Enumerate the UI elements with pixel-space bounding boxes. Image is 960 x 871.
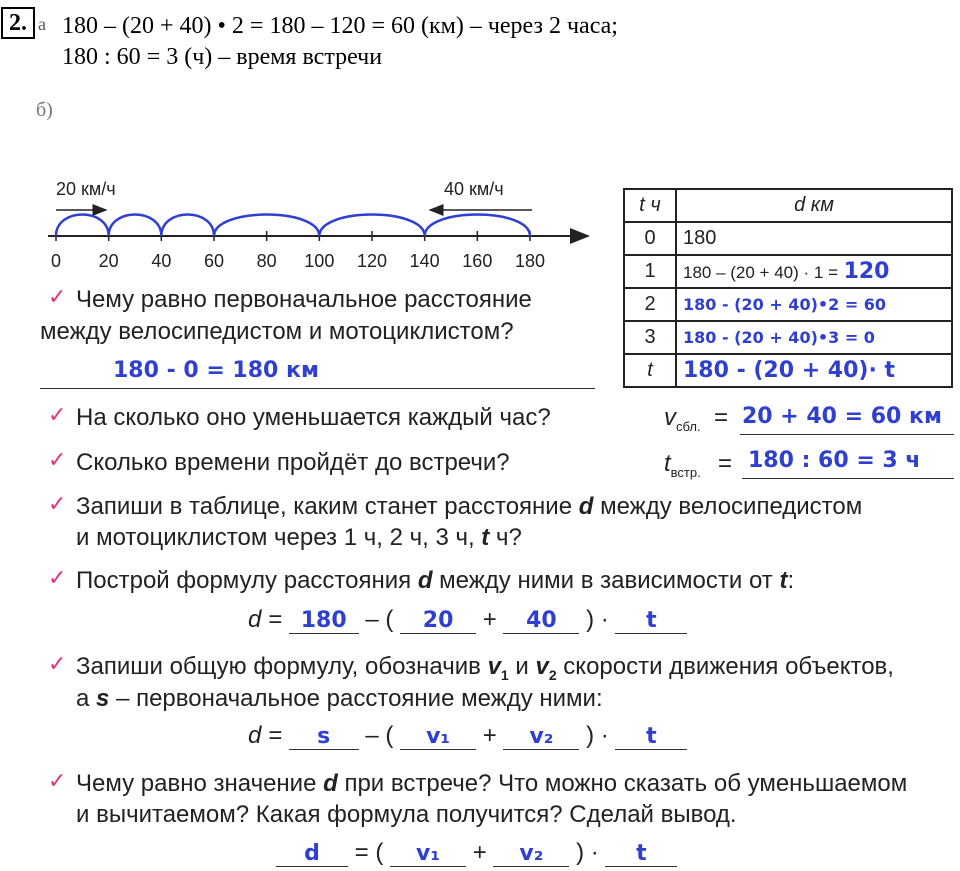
part-a-line1: 180 – (20 + 40) • 2 = 180 – 120 = 60 (км) – через 2 часа; xyxy=(62,13,618,39)
row-d-print: 180 xyxy=(683,227,717,249)
answer-1: 180 - 0 = 180 км xyxy=(113,358,319,383)
question-4-line1: Запиши в таблице, каким станет расстояние d между велосипедистом xyxy=(76,493,863,520)
part-b-label: б) xyxy=(36,99,53,121)
formula-blank-t: t xyxy=(615,608,687,634)
formula-blank-t: t xyxy=(605,841,677,867)
row-t: 0 xyxy=(624,222,676,255)
check-mark: ✓ xyxy=(48,447,67,472)
question-5: Построй формулу расстояния d между ними в зависимости от t: xyxy=(76,567,795,594)
v-label xyxy=(664,404,701,434)
table-header xyxy=(624,189,952,222)
row-d xyxy=(676,321,952,354)
table-row xyxy=(624,222,952,255)
question-6-line2: а s – первоначальное расстояние между ними: xyxy=(76,685,603,712)
formula-blank-c: 40 xyxy=(503,608,579,634)
row-d-answer: 180 - (20 + 40)· t xyxy=(683,358,895,383)
answer-2: 20 + 40 = 60 км xyxy=(742,404,942,429)
formula-blank-c: v₂ xyxy=(503,724,579,750)
axis-tick-label: 80 xyxy=(256,251,277,271)
t-subscript: встр. xyxy=(670,464,701,480)
row-d-answer: 180 - (20 + 40)•3 = 0 xyxy=(683,328,875,347)
v-subscript: сбл. xyxy=(676,418,701,434)
question-2: На сколько оно уменьшается каждый час? xyxy=(76,404,551,431)
question-6-text: – первоначальное расстояние между ними: xyxy=(116,685,603,712)
formula-blank-b: v₁ xyxy=(390,841,466,867)
answer-3: 180 : 60 = 3 ч xyxy=(748,448,921,473)
table-row xyxy=(624,288,952,321)
table-row xyxy=(624,255,952,288)
formula-2: d = s – ( v₁ + v₂ ) · t xyxy=(248,722,687,750)
distance-table xyxy=(623,188,953,388)
question-4-text: ч? xyxy=(495,524,522,551)
table-row xyxy=(624,354,952,387)
row-t: 3 xyxy=(624,321,676,354)
number-line-diagram xyxy=(40,175,600,275)
axis-tick-label: 100 xyxy=(304,251,335,271)
row-d-answer: 180 - (20 + 40)•2 = 60 xyxy=(683,295,887,314)
part-a-label: а xyxy=(38,14,46,34)
task-number: 2. xyxy=(1,7,35,39)
equals-sign: = xyxy=(718,450,733,477)
question-1-line2: между велосипедистом и мотоциклистом? xyxy=(40,318,514,345)
question-4-line2: и мотоциклистом через 1 ч, 2 ч, 3 ч, t ч? xyxy=(76,524,522,551)
equals-sign: = xyxy=(714,404,729,431)
formula-d: d xyxy=(248,722,262,749)
question-6-text: скорости движения объектов, xyxy=(563,653,894,680)
axis-tick-label: 180 xyxy=(514,251,546,271)
formula-1: d = 180 – ( 20 + 40 ) · t xyxy=(248,606,687,634)
movement-arc xyxy=(56,215,109,236)
movement-arc xyxy=(161,215,214,236)
check-mark: ✓ xyxy=(48,284,67,309)
speed-left-label: 20 км/ч xyxy=(56,179,116,199)
question-3: Сколько времени пройдёт до встречи? xyxy=(76,449,510,476)
question-5-text: между ними в зависимости от xyxy=(439,567,773,594)
t-symbol: t xyxy=(664,450,671,477)
formula-blank-b: 20 xyxy=(400,608,476,634)
formula-blank-c: v₂ xyxy=(493,841,569,867)
row-d-print: 180 – (20 + 40) · 1 = xyxy=(683,263,838,282)
table-row xyxy=(624,321,952,354)
formula-blank-d: d xyxy=(276,841,348,867)
part-a-line2: 180 : 60 = 3 (ч) – время встречи xyxy=(62,44,383,70)
check-mark: ✓ xyxy=(48,651,67,676)
formula-d: d xyxy=(248,606,262,633)
axis-tick-label: 60 xyxy=(203,251,225,271)
movement-arc xyxy=(109,215,162,236)
header-d: d км xyxy=(676,189,952,222)
row-d xyxy=(676,255,952,288)
question-6-text: Запиши общую формулу, обозначив xyxy=(76,653,481,680)
v-symbol: v xyxy=(664,404,676,431)
question-6-line1: Запиши общую формулу, обозначив $v_1$ и $v_2$ скорости движения объектов, xyxy=(76,653,894,683)
formula-blank-b: v₁ xyxy=(400,724,476,750)
check-mark: ✓ xyxy=(48,491,67,516)
row-t: t xyxy=(624,354,676,387)
question-7-line1: Чему равно значение d при встрече? Что можно сказать об уменьшаемом xyxy=(76,770,908,797)
row-d-answer: 120 xyxy=(843,259,890,284)
axis-tick-label: 160 xyxy=(462,251,493,271)
row-t: 2 xyxy=(624,288,676,321)
question-4-text: и мотоциклистом через 1 ч, 2 ч, 3 ч, xyxy=(76,524,475,551)
question-6-text: а xyxy=(76,685,90,712)
question-4-text: между велосипедистом xyxy=(600,493,863,520)
row-d xyxy=(676,288,952,321)
header-t: t ч xyxy=(624,189,676,222)
formula-blank-a: s xyxy=(289,724,359,750)
question-4-text: Запиши в таблице, каким станет расстояние xyxy=(76,493,573,520)
formula-blank-a: 180 xyxy=(289,608,359,634)
question-7-line2: и вычитаемом? Какая формула получится? Сделай вывод. xyxy=(76,801,737,828)
formula-blank-t: t xyxy=(615,724,687,750)
axis-tick-label: 140 xyxy=(409,251,440,271)
question-6-text: и xyxy=(515,653,529,680)
check-mark: ✓ xyxy=(48,565,67,590)
axis-tick-label: 0 xyxy=(50,251,62,271)
row-t: 1 xyxy=(624,255,676,288)
axis-tick-label: 120 xyxy=(356,251,388,271)
row-d xyxy=(676,354,952,387)
question-1-line1: Чему равно первоначальное расстояние xyxy=(76,286,532,313)
question-7-text: Чему равно значение xyxy=(76,770,317,797)
question-5-text: Построй формулу расстояния xyxy=(76,567,412,594)
row-d xyxy=(676,222,952,255)
formula-3: d = ( v₁ + v₂ ) · t xyxy=(276,839,677,867)
question-7-text: при встрече? Что можно сказать об уменьшаемом xyxy=(344,770,908,797)
axis-tick-label: 40 xyxy=(151,251,172,271)
check-mark: ✓ xyxy=(48,402,67,427)
check-mark: ✓ xyxy=(48,768,67,793)
speed-right-label: 40 км/ч xyxy=(444,179,504,199)
axis-tick-label: 20 xyxy=(98,251,119,271)
t-label xyxy=(664,450,701,480)
